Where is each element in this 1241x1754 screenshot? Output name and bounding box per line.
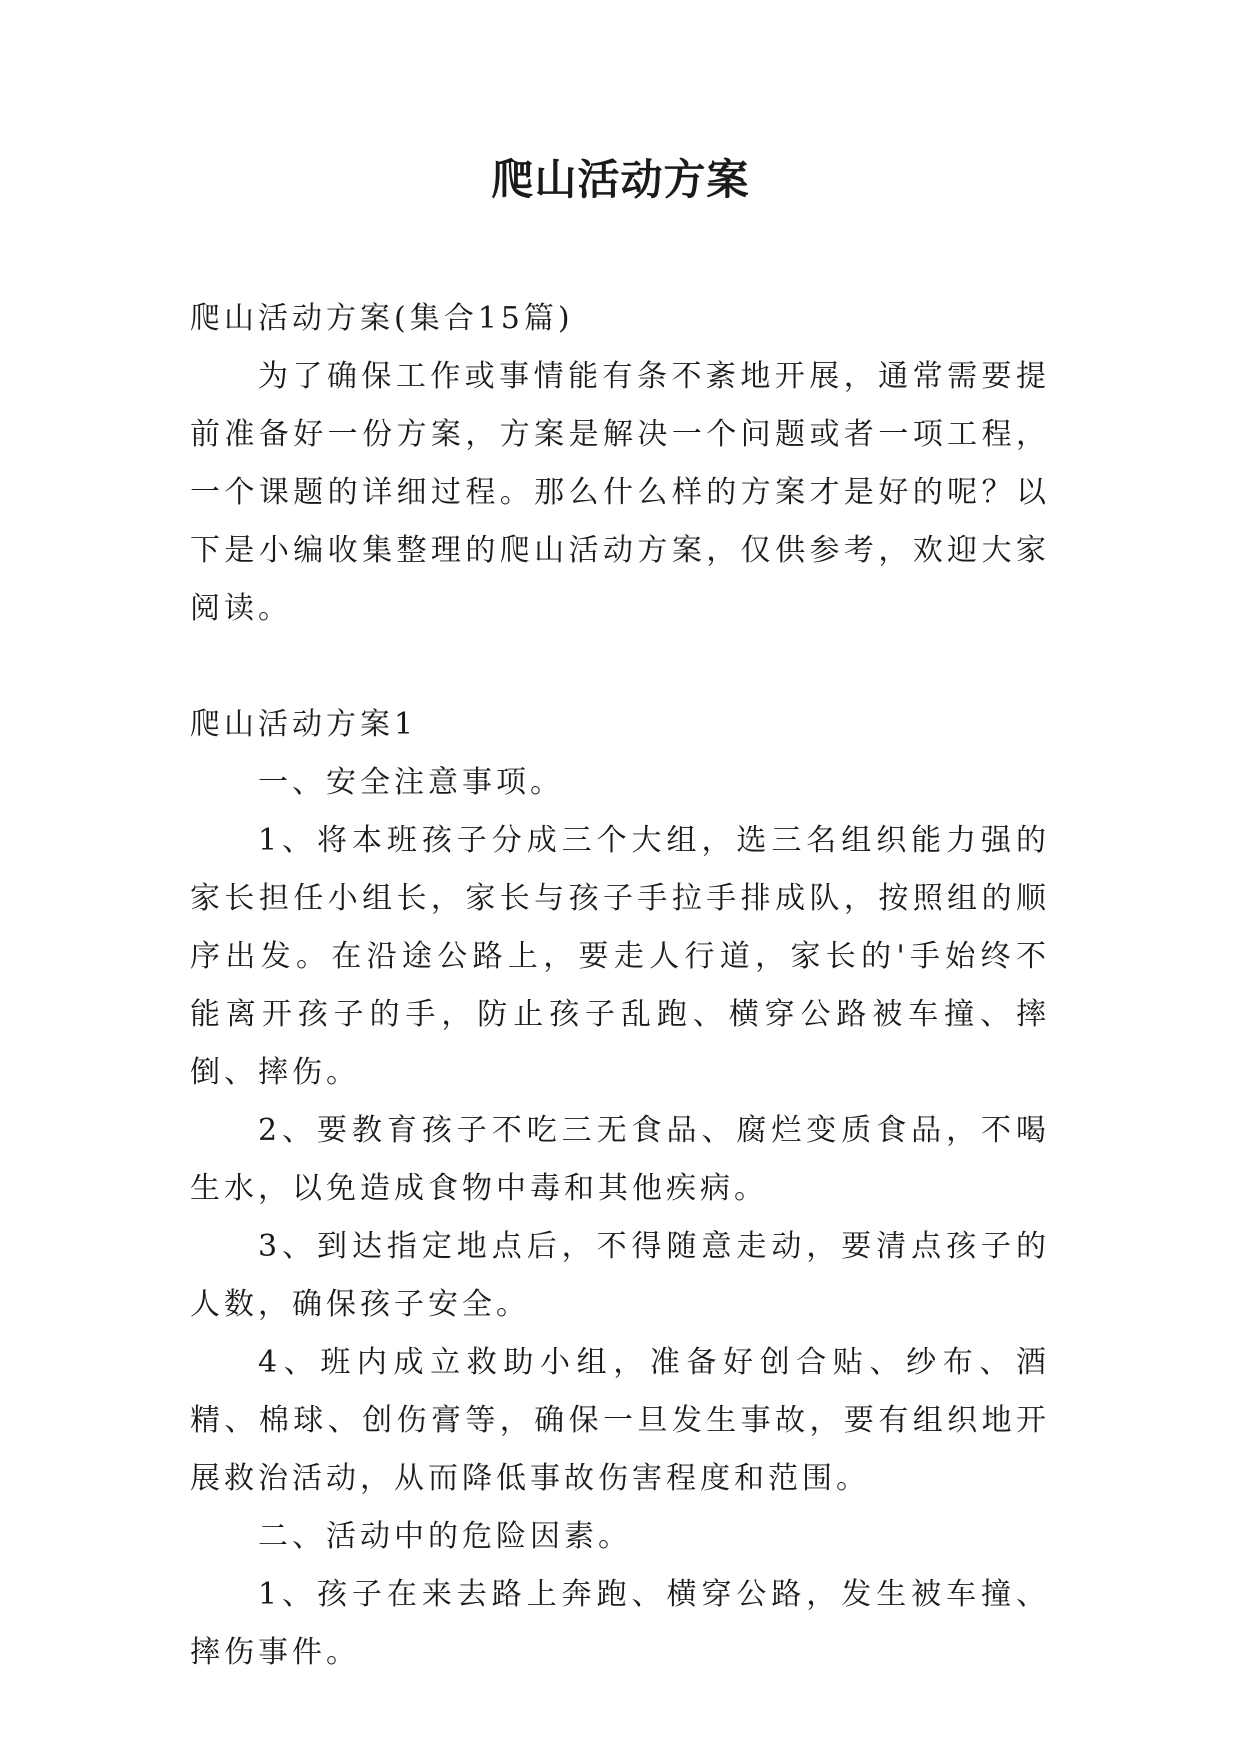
paragraph: 4、班内成立救助小组，准备好创合贴、纱布、酒精、棉球、创伤膏等，确保一旦发生事故，要有组织地开展救治活动，从而降低事故伤害程度和范围。 [190,1345,1050,1496]
paragraph: 一、安全注意事项。 [258,765,564,800]
intro-paragraph: 为了确保工作或事情能有条不紊地开展，通常需要提前准备好一份方案，方案是解决一个问题或者一项工程，一个课题的详细过程。那么什么样的方案才是好的呢？以下是小编收集整理的爬山活动方案，仅供参考，欢迎大家阅读。 [190,359,1050,626]
paragraph: 3、到达指定地点后，不得随意走动，要清点孩子的人数，确保孩子安全。 [190,1229,1050,1322]
document-title: 爬山活动方案 [491,155,750,204]
paragraph: 1、孩子在来去路上奔跑、横穿公路，发生被车撞、摔伤事件。 [190,1577,1050,1670]
document-subtitle: 爬山活动方案(集合15篇) [190,301,574,336]
document-body [190,290,1050,1682]
paragraph: 2、要教育孩子不吃三无食品、腐烂变质食品，不喝生水，以免造成食物中毒和其他疾病。 [190,1113,1050,1206]
paragraph: 二、活动中的危险因素。 [258,1519,632,1554]
section-title: 爬山活动方案1 [190,707,418,742]
paragraph: 1、将本班孩子分成三个大组，选三名组织能力强的家长担任小组长，家长与孩子手拉手排成队，按照组的顺序出发。在沿途公路上，要走人行道，家长的'手始终不能离开孩子的手，防止孩子乱跑、横穿公路被车撞、摔倒、摔伤。 [190,823,1050,1090]
